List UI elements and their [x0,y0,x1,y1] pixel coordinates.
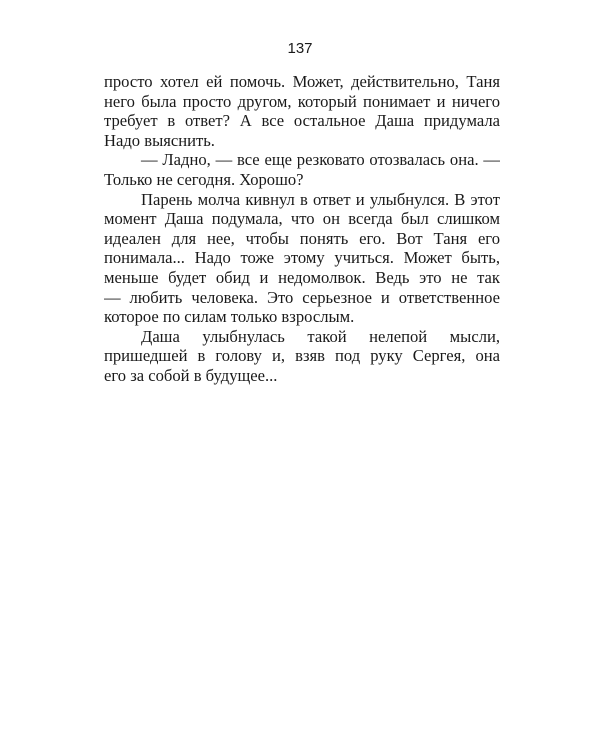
page-number: 137 [287,40,313,57]
text-line: меньше будет обид и недомолвок. Ведь это не так [104,267,500,287]
text-line: Только не сегодня. Хорошо? [104,169,304,189]
text-line: Парень молча кивнул в ответ и улыбнулся. В этот [141,189,500,209]
text-line: — любить человека. Это серьезное и ответственное [104,287,500,307]
text-line: него была просто другом, который понимает и ничего [104,91,500,111]
text-line: Надо выяснить. [104,130,215,150]
text-line: его за собой в будущее... [104,365,278,385]
text-line: идеален для нее, чтобы понять его. Вот Таня его [104,228,500,248]
text-line: которое по силам только взрослым. [104,307,355,327]
text-line: момент Даша подумала, что он всегда был слишком [104,209,500,229]
text-line: пришедшей в голову и, взяв под руку Сергея, она [104,346,500,366]
body-text [104,72,500,386]
text-line: Даша улыбнулась такой нелепой мысли, [141,326,500,346]
text-line: просто хотел ей помочь. Может, действительно, Таня [104,72,500,91]
text-line: требует в ответ? А все остальное Даша придумала [104,111,500,131]
text-line: понимала... Надо тоже этому учиться. Может быть, [104,248,500,268]
text-line: — Ладно, — все еще резковато отозвалась она. — [141,150,500,170]
